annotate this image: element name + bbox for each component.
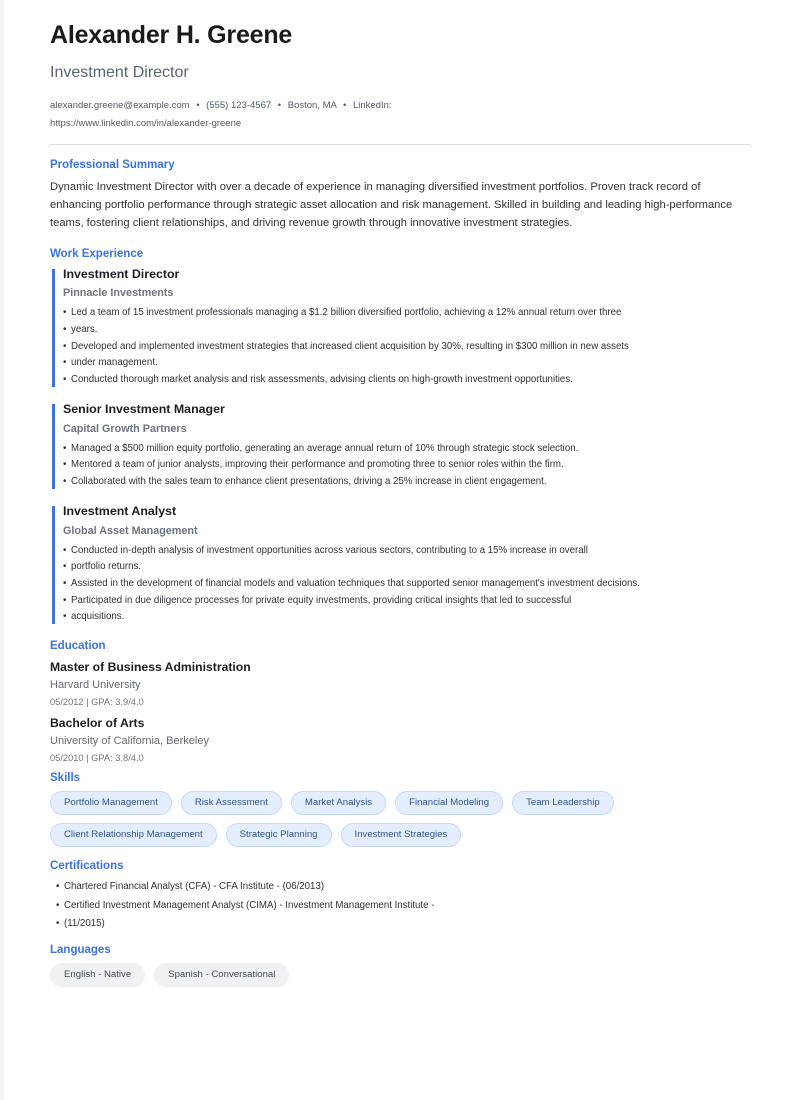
education-item xyxy=(50,659,750,709)
section-professional-summary xyxy=(50,158,750,232)
contact-linkedin-url[interactable]: https://www.linkedin.com/in/alexander-greene xyxy=(50,117,242,129)
skill-pill[interactable]: Risk Assessment xyxy=(181,791,282,815)
bullet-dot-icon: • xyxy=(63,307,67,319)
contact-separator-icon: • xyxy=(277,100,282,112)
education-degree: Master of Business Administration xyxy=(50,659,251,674)
experience-bullet xyxy=(63,322,750,339)
section-languages xyxy=(50,943,750,987)
contact-separator-icon: • xyxy=(196,100,200,112)
experience-bullet xyxy=(63,576,750,593)
experience-bullet xyxy=(63,457,750,474)
experience-bullet xyxy=(63,593,750,610)
contact-separator-icon: • xyxy=(342,100,347,112)
education-school: University of California, Berkeley xyxy=(50,735,209,748)
experience-bullet-text: Mentored a team of junior analysts, improving their performance and promoting three to senior roles within the firm. xyxy=(71,459,564,471)
experience-bullet-text: Developed and implemented investment strategies that increased client acquisition by 30%, resulting in $300 million in new assets xyxy=(71,340,629,352)
experience-company: Pinnacle Investments xyxy=(63,287,174,300)
experience-list xyxy=(50,267,750,626)
certification-text: (11/2015) xyxy=(64,917,105,929)
experience-bullet-list xyxy=(63,305,750,388)
language-pill[interactable]: Spanish - Conversational xyxy=(154,963,289,987)
experience-bullet-text: Led a team of 15 investment professionals managing a $1.2 billion diversified portfolio, achieving a 12% annual return over three xyxy=(71,307,622,319)
language-pill[interactable]: English - Native xyxy=(50,963,145,987)
bullet-dot-icon: • xyxy=(63,561,67,573)
experience-bullet xyxy=(63,609,750,626)
certification-item xyxy=(50,897,750,915)
section-title-skills: Skills xyxy=(50,771,81,784)
skill-pill[interactable]: Market Analysis xyxy=(291,791,386,815)
experience-job-title: Investment Director xyxy=(63,266,180,281)
contact-linkedin-label: LinkedIn: xyxy=(352,100,392,112)
experience-bullet-text: portfolio returns. xyxy=(71,561,141,573)
section-education xyxy=(50,639,750,765)
bullet-dot-icon: • xyxy=(63,374,67,386)
contact-line xyxy=(50,97,470,132)
bullet-dot-icon: • xyxy=(63,611,67,623)
experience-bullet-text: Conducted thorough market analysis and risk assessments, advising clients on high-growth investment opportunities. xyxy=(71,374,573,386)
education-meta: 05/2012 | GPA: 3.9/4.0 xyxy=(50,696,144,707)
experience-bullet-text: Collaborated with the sales team to enhance client presentations, driving a 25% increase in client engagement. xyxy=(71,475,547,487)
experience-job-title: Investment Analyst xyxy=(63,503,177,518)
skill-pill[interactable]: Investment Strategies xyxy=(341,823,462,847)
certification-item xyxy=(50,878,750,896)
experience-accent-bar xyxy=(52,269,55,387)
bullet-dot-icon: • xyxy=(63,357,67,369)
experience-bullet xyxy=(63,441,750,458)
experience-bullet-text: Managed a $500 million equity portfolio, generating an average annual return of 10% through strategic stock selection. xyxy=(71,442,579,454)
bullet-dot-icon: • xyxy=(63,594,67,606)
bullet-dot-icon: • xyxy=(63,577,67,589)
bullet-dot-icon: • xyxy=(56,899,60,911)
skills-pill-row xyxy=(50,791,690,847)
experience-bullet xyxy=(63,339,750,356)
experience-bullet xyxy=(63,355,750,372)
skill-pill[interactable]: Portfolio Management xyxy=(50,791,172,815)
resume-header xyxy=(50,22,750,132)
experience-company: Capital Growth Partners xyxy=(63,422,187,435)
summary-text: Dynamic Investment Director with over a decade of experience in managing diversified investment portfolios. Proven track record of enhancing portfolio performance through strategic asset allocation and risk management. Skilled in building and leading high-performance teams, fostering client relationships, and driving revenue growth through innovative investment strategies. xyxy=(50,181,733,230)
experience-bullet-list xyxy=(63,441,750,491)
experience-bullet-text: Participated in due diligence processes for private equity investments, providing critical insights that led to successful xyxy=(71,594,572,606)
experience-bullet-text: under management. xyxy=(71,357,158,369)
experience-bullet-text: acquisitions. xyxy=(71,611,125,623)
experience-bullet-text: Assisted in the development of financial models and valuation techniques that supported senior management's investment decisions. xyxy=(71,577,640,589)
contact-phone[interactable]: (555) 123-4567 xyxy=(206,100,272,112)
header-divider xyxy=(50,144,750,145)
experience-bullet xyxy=(63,543,750,560)
skill-pill[interactable]: Strategic Planning xyxy=(226,823,332,847)
certification-item xyxy=(50,915,750,933)
experience-bullet xyxy=(63,305,750,322)
certification-text: Certified Investment Management Analyst (CIMA) - Investment Management Institute - xyxy=(64,899,435,911)
bullet-dot-icon: • xyxy=(56,917,60,929)
experience-item xyxy=(50,504,750,626)
skill-pill[interactable]: Financial Modeling xyxy=(395,791,503,815)
bullet-dot-icon: • xyxy=(63,442,67,454)
section-certifications xyxy=(50,859,750,933)
bullet-dot-icon: • xyxy=(63,544,67,556)
education-school: Harvard University xyxy=(50,679,141,692)
certifications-list xyxy=(50,878,750,932)
section-title-summary: Professional Summary xyxy=(50,159,175,172)
experience-bullet xyxy=(63,372,750,389)
candidate-name: Alexander H. Greene xyxy=(50,21,293,49)
contact-location: Boston, MA xyxy=(287,100,337,112)
bullet-dot-icon: • xyxy=(63,340,67,352)
bullet-dot-icon: • xyxy=(56,881,60,893)
education-list xyxy=(50,659,750,765)
experience-item xyxy=(50,402,750,491)
section-title-languages: Languages xyxy=(50,943,111,956)
education-item xyxy=(50,715,750,765)
candidate-headline: Investment Director xyxy=(50,63,189,81)
experience-bullet xyxy=(63,559,750,576)
bullet-dot-icon: • xyxy=(63,459,67,471)
section-title-education: Education xyxy=(50,639,106,652)
section-work-experience xyxy=(50,247,750,626)
experience-bullet-list xyxy=(63,543,750,626)
section-title-experience: Work Experience xyxy=(50,247,144,260)
section-skills xyxy=(50,771,750,847)
section-title-certifications: Certifications xyxy=(50,859,124,872)
contact-email[interactable]: alexander.greene@example.com xyxy=(50,100,190,112)
experience-job-title: Senior Investment Manager xyxy=(63,401,225,416)
skill-pill[interactable]: Client Relationship Management xyxy=(50,823,217,847)
skill-pill[interactable]: Team Leadership xyxy=(512,791,614,815)
experience-accent-bar xyxy=(52,404,55,489)
experience-bullet xyxy=(63,474,750,491)
certification-text: Chartered Financial Analyst (CFA) - CFA Institute - (06/2013) xyxy=(64,881,325,893)
experience-bullet-text: Conducted in-depth analysis of investment opportunities across various sectors, contributing to a 15% increase in overall xyxy=(71,544,588,556)
experience-bullet-text: years. xyxy=(71,324,98,336)
bullet-dot-icon: • xyxy=(63,475,67,487)
experience-item xyxy=(50,267,750,389)
experience-company: Global Asset Management xyxy=(63,524,198,537)
education-meta: 05/2010 | GPA: 3.8/4.0 xyxy=(50,752,144,763)
bullet-dot-icon: • xyxy=(63,324,67,336)
education-degree: Bachelor of Arts xyxy=(50,715,145,730)
languages-pill-row xyxy=(50,963,690,987)
experience-accent-bar xyxy=(52,506,55,624)
